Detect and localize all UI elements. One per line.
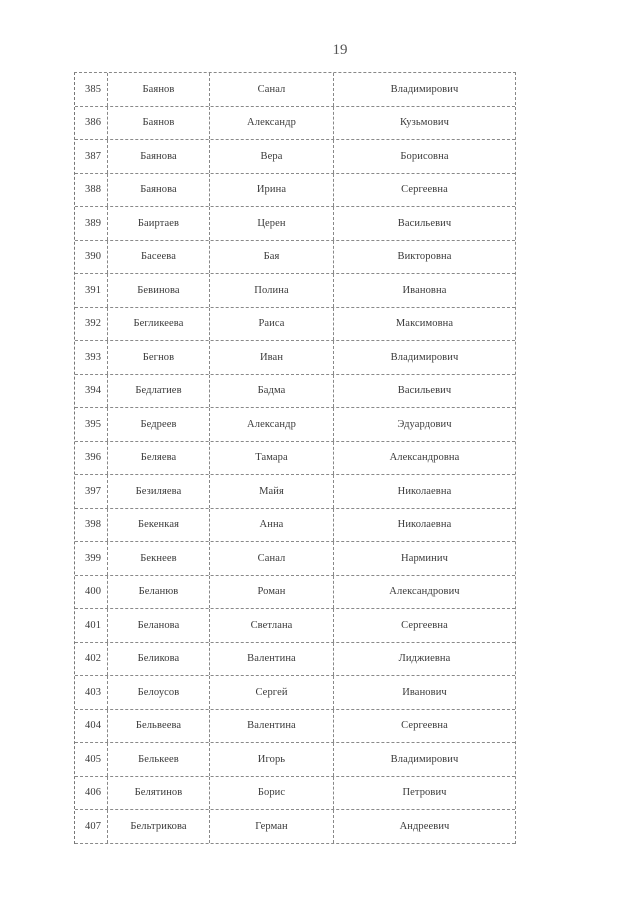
last-name: Белоусов xyxy=(108,676,210,709)
first-name: Санал xyxy=(210,73,334,106)
first-name: Ирина xyxy=(210,174,334,207)
patronymic: Борисовна xyxy=(400,150,449,162)
last-name: Баянова xyxy=(108,140,210,173)
patronymic: Сергеевна xyxy=(401,619,448,631)
last-name: Бедлатиев xyxy=(108,375,210,408)
patronymic: Максимовна xyxy=(395,318,454,330)
table-row xyxy=(75,643,515,677)
first-name: Раиса xyxy=(210,308,334,341)
patronymic: Владимирович xyxy=(390,351,459,363)
patronymic: Петрович xyxy=(402,787,447,799)
table-row xyxy=(75,408,515,442)
first-name: Бадма xyxy=(210,375,334,408)
table-row xyxy=(75,174,515,208)
table-row xyxy=(75,341,515,375)
last-name: Баянов xyxy=(108,73,210,106)
table-row xyxy=(75,442,515,476)
row-number: 405 xyxy=(75,743,108,776)
row-number: 402 xyxy=(75,643,108,676)
table-row xyxy=(75,743,515,777)
patronymic: Лиджиевна xyxy=(398,653,451,665)
table-row xyxy=(75,676,515,710)
last-name: Бедреев xyxy=(108,408,210,441)
table-row xyxy=(75,509,515,543)
patronymic: Ивановна xyxy=(402,284,447,296)
patronymic: Васильевич xyxy=(397,217,452,229)
table-row xyxy=(75,274,515,308)
first-name: Анна xyxy=(210,509,334,542)
row-number: 398 xyxy=(75,509,108,542)
row-number: 395 xyxy=(75,408,108,441)
last-name: Бекенкая xyxy=(108,509,210,542)
row-number: 391 xyxy=(75,274,108,307)
row-number: 390 xyxy=(75,241,108,274)
table-row xyxy=(75,140,515,174)
table-row xyxy=(75,710,515,744)
last-name: Бельтрикова xyxy=(108,810,210,843)
first-name: Борис xyxy=(210,777,334,810)
patronymic: Александровна xyxy=(389,452,460,464)
last-name: Беланюв xyxy=(108,576,210,609)
last-name: Бельвеева xyxy=(108,710,210,743)
row-number: 392 xyxy=(75,308,108,341)
row-number: 406 xyxy=(75,777,108,810)
patronymic: Кузьмович xyxy=(399,117,450,129)
last-name: Бекнеев xyxy=(108,542,210,575)
last-name: Басеева xyxy=(108,241,210,274)
table-row xyxy=(75,609,515,643)
last-name: Бегнов xyxy=(108,341,210,374)
patronymic: Николаевна xyxy=(397,485,452,497)
row-number: 403 xyxy=(75,676,108,709)
last-name: Белятинов xyxy=(108,777,210,810)
last-name: Баянов xyxy=(108,107,210,140)
first-name: Валентина xyxy=(210,710,334,743)
row-number: 394 xyxy=(75,375,108,408)
patronymic: Александрович xyxy=(389,586,460,598)
row-number: 399 xyxy=(75,542,108,575)
row-number: 404 xyxy=(75,710,108,743)
row-number: 387 xyxy=(75,140,108,173)
patronymic: Эдуардович xyxy=(397,418,452,430)
last-name: Бевинова xyxy=(108,274,210,307)
first-name: Церен xyxy=(210,207,334,240)
row-number: 388 xyxy=(75,174,108,207)
patronymic: Андреевич xyxy=(399,820,450,832)
patronymic: Сергеевна xyxy=(401,720,448,732)
patronymic: Владимирович xyxy=(390,753,459,765)
patronymic: Васильевич xyxy=(397,385,452,397)
first-name: Александр xyxy=(210,107,334,140)
first-name: Герман xyxy=(210,810,334,843)
table-row xyxy=(75,542,515,576)
patronymic: Владимирович xyxy=(390,83,459,95)
last-name: Баиртаев xyxy=(108,207,210,240)
last-name: Бегликеева xyxy=(108,308,210,341)
table-row xyxy=(75,107,515,141)
row-number: 386 xyxy=(75,107,108,140)
page-number: 19 xyxy=(332,42,348,58)
table-row xyxy=(75,207,515,241)
first-name: Игорь xyxy=(210,743,334,776)
table-row xyxy=(75,241,515,275)
row-number: 385 xyxy=(75,73,108,106)
row-number: 393 xyxy=(75,341,108,374)
last-name: Беланова xyxy=(108,609,210,642)
table-row xyxy=(75,73,515,107)
row-number: 401 xyxy=(75,609,108,642)
row-number: 407 xyxy=(75,810,108,843)
first-name: Майя xyxy=(210,475,334,508)
last-name: Белькеев xyxy=(108,743,210,776)
first-name: Иван xyxy=(210,341,334,374)
patronymic: Викторовна xyxy=(397,251,452,263)
row-number: 389 xyxy=(75,207,108,240)
first-name: Сергей xyxy=(210,676,334,709)
table-row xyxy=(75,576,515,610)
patronymic: Нарминич xyxy=(401,552,448,564)
patronymic: Сергеевна xyxy=(401,184,448,196)
table-row xyxy=(75,308,515,342)
table-row xyxy=(75,777,515,811)
row-number: 397 xyxy=(75,475,108,508)
first-name: Бая xyxy=(210,241,334,274)
table-row xyxy=(75,810,515,844)
first-name: Тамара xyxy=(210,442,334,475)
patronymic: Николаевна xyxy=(397,519,452,531)
last-name: Баянова xyxy=(108,174,210,207)
first-name: Александр xyxy=(210,408,334,441)
row-number: 400 xyxy=(75,576,108,609)
row-number: 396 xyxy=(75,442,108,475)
first-name: Вера xyxy=(210,140,334,173)
last-name: Беляева xyxy=(108,442,210,475)
names-table xyxy=(74,72,516,844)
last-name: Безиляева xyxy=(108,475,210,508)
last-name: Беликова xyxy=(108,643,210,676)
first-name: Валентина xyxy=(210,643,334,676)
first-name: Светлана xyxy=(210,609,334,642)
first-name: Полина xyxy=(210,274,334,307)
first-name: Роман xyxy=(210,576,334,609)
table-row xyxy=(75,475,515,509)
patronymic: Иванович xyxy=(402,686,447,698)
table-row xyxy=(75,375,515,409)
first-name: Санал xyxy=(210,542,334,575)
